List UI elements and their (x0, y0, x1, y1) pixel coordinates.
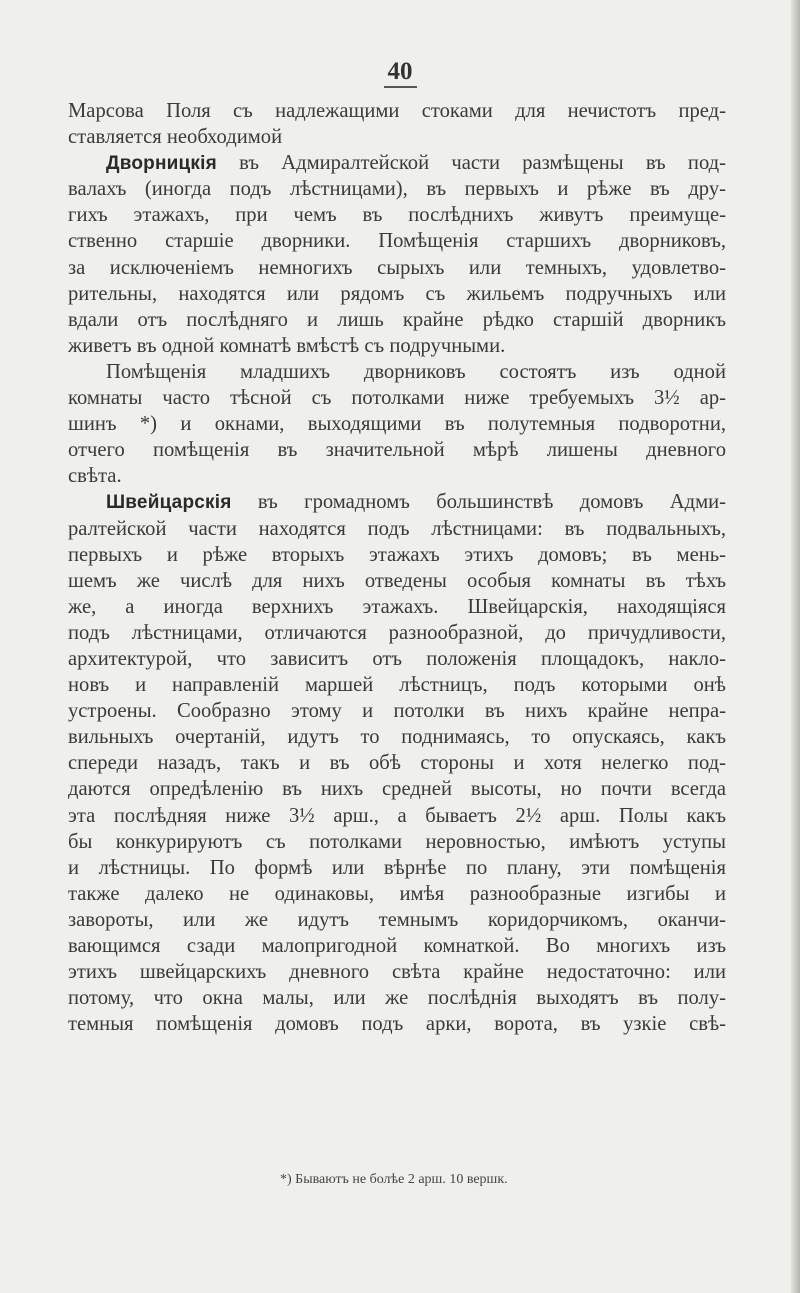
text-line (68, 803, 726, 829)
line-text: Марсова Поля съ надлежащими стоками для нечистотъ пред- (68, 100, 726, 122)
line-text: эта послѣдняя ниже 3½ арш., а бываетъ 2½ арш. Полы какъ (68, 804, 726, 827)
text-line (68, 228, 726, 254)
text-line (68, 568, 726, 594)
text-line (68, 933, 726, 959)
text-line (68, 907, 726, 933)
line-text: въ Адмиралтейской части размѣщены въ под- (216, 152, 726, 175)
text-line (68, 698, 726, 724)
text-line (68, 881, 726, 907)
text-line (68, 437, 726, 463)
line-text: новъ и направленій маршей лѣстницъ, подъ которыми онѣ (68, 674, 726, 697)
text-line (68, 385, 726, 411)
line-text: отчего помѣщенія въ значительной мѣрѣ лишены дневного (68, 439, 726, 462)
line-text: вдали отъ послѣдняго и лишь крайне рѣдко старшій дворникъ (68, 308, 726, 331)
line-text: вающимся сзади малопригодной комнаткой. Во многихъ изъ (68, 935, 726, 957)
line-text: шемъ же числѣ для нихъ отведены особыя комнаты въ тѣхъ (68, 569, 726, 592)
line-text: устроены. Сообразно этому и потолки въ нихъ крайне непра- (68, 700, 726, 723)
section-heading: Дворницкія (106, 153, 217, 175)
text-line (68, 724, 726, 750)
line-text: спереди назадъ, такъ и въ обѣ стороны и хотя нелегко под- (68, 752, 726, 775)
text-line (68, 202, 726, 228)
text-line (68, 98, 726, 124)
line-text: архитектурой, что зависитъ отъ положенія площадокъ, накло- (68, 647, 726, 670)
line-text: за исключеніемъ немногихъ сырыхъ или темныхъ, удовлетво- (68, 256, 726, 279)
body-text (68, 98, 726, 1037)
line-text: же, а иногда верхнихъ этажахъ. Швейцарскія, находящіяся (68, 595, 726, 618)
line-text: въ громадномъ большинствѣ домовъ Адми- (231, 491, 726, 514)
line-text: живетъ въ одной комнатѣ вмѣстѣ съ подручными. (68, 334, 506, 357)
text-line (68, 855, 726, 881)
line-text: гихъ этажахъ, при чемъ въ послѣднихъ живутъ преимуще- (68, 204, 726, 227)
line-text: завороты, или же идутъ темнымъ коридорчикомъ, оканчи- (68, 908, 726, 931)
line-text: ралтейской части находятся подъ лѣстницами: въ подвальныхъ, (68, 517, 726, 540)
line-text: ственно старшіе дворники. Помѣщенія старшихъ дворниковъ, (68, 230, 726, 253)
line-text: потому, что окна малы, или же послѣднія выходятъ въ полу- (68, 987, 726, 1010)
text-line (68, 985, 726, 1011)
line-text: вильныхъ очертаній, идутъ то поднимаясь, то опускаясь, какъ (68, 726, 726, 749)
text-line (68, 150, 726, 176)
text-line (68, 1011, 726, 1037)
text-line (68, 750, 726, 776)
text-line (68, 959, 726, 985)
text-line (68, 411, 726, 437)
text-line (68, 489, 726, 515)
line-text: темныя помѣщенія домовъ подъ арки, ворота, въ узкіе свѣ- (68, 1013, 726, 1036)
line-text: даются опредѣленію въ нихъ средней высоты, но почти всегда (68, 778, 726, 801)
text-line (68, 463, 726, 489)
footnote: *) Бываютъ не болѣе 2 арш. 10 вершк. (280, 1172, 508, 1187)
text-line (68, 516, 726, 542)
line-text: комнаты часто тѣсной съ потолками ниже требуемыхъ 3½ ар- (68, 387, 726, 410)
line-text: ставляется необходимой (68, 126, 283, 149)
page-number: 40 (384, 58, 417, 88)
text-line (68, 255, 726, 281)
text-line (68, 620, 726, 646)
text-line (68, 359, 726, 385)
line-text: бы конкурируютъ съ потолками неровностью, имѣютъ уступы (68, 830, 726, 853)
line-text: свѣта. (68, 465, 122, 488)
line-text: и лѣстницы. По формѣ или вѣрнѣе по плану, эти помѣщенія (68, 856, 726, 879)
text-line (68, 333, 726, 359)
line-text: подъ лѣстницами, отличаются разнообразной, до причудливости, (68, 621, 726, 644)
page-edge-shadow (791, 0, 800, 1293)
line-text: рительны, находятся или рядомъ съ жильемъ подручныхъ или (68, 282, 726, 305)
text-line (68, 672, 726, 698)
line-text: Помѣщенія младшихъ дворниковъ состоятъ изъ одной (106, 360, 726, 383)
text-line (68, 594, 726, 620)
text-line (68, 307, 726, 333)
text-line (68, 776, 726, 802)
page-header (0, 58, 800, 88)
text-line (68, 176, 726, 202)
text-line (68, 124, 726, 150)
text-line (68, 542, 726, 568)
line-text: также далеко не одинаковы, имѣя разнообразные изгибы и (68, 882, 726, 905)
text-line (68, 646, 726, 672)
line-text: этихъ швейцарскихъ дневного свѣта крайне недостаточно: или (68, 961, 726, 984)
section-heading: Швейцарскія (106, 492, 232, 514)
text-line (68, 281, 726, 307)
line-text: валахъ (иногда подъ лѣстницами), въ первыхъ и рѣже въ дру- (68, 178, 726, 201)
text-line (68, 829, 726, 855)
line-text: шинъ *) и окнами, выходящими въ полутемныя подворотни, (68, 413, 726, 436)
line-text: первыхъ и рѣже вторыхъ этажахъ этихъ домовъ; въ мень- (68, 543, 726, 566)
